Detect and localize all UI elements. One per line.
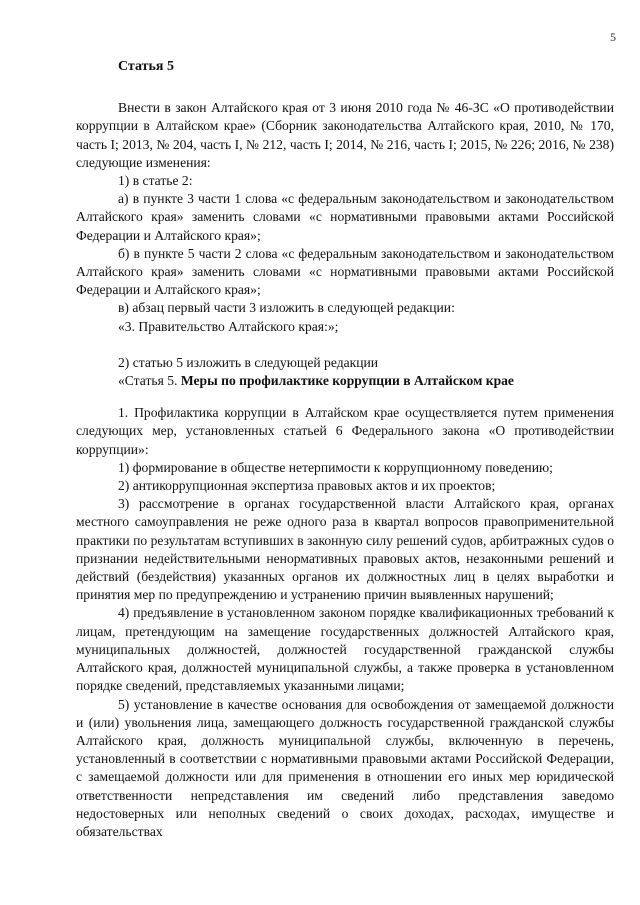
intro-paragraph: Внести в закон Алтайского края от 3 июня 2010 года № 46-ЗС «О противодействии коррупции в Алтайском крае» (Сборник законодательства Алтайского края, 2010, № 170, часть I; 2013, № 204, часть I, № 212, часть I; 2014, № 216, часть I; 2015, № 226; 2016, № 238) следующие изменения:	[76, 100, 614, 170]
amendment-item-1c: в) абзац первый части 3 изложить в следующей редакции:	[118, 300, 455, 316]
amendment-item-1c-quote: «3. Правительство Алтайского края:»;	[118, 318, 339, 334]
paragraph-spacer	[76, 336, 614, 354]
amendment-item-1b: б) в пункте 5 части 2 слова «с федеральным законодательством и законодательством Алтайского края» заменить словами «с нормативными правовыми актами Российской Федерации и Алтайского края»;	[76, 245, 614, 298]
amendment-item-2: 2) статью 5 изложить в следующей редакции	[118, 354, 379, 370]
measure-item: 1) формирование в обществе нетерпимости к коррупционному поведению;	[118, 459, 553, 475]
document-body	[76, 58, 614, 841]
measure-item: 3) рассмотрение в органах государственной власти Алтайского края, органах местного самоуправления не реже одного раза в квартал вопросов правоприменительной практики по результатам вступивших в законную силу решений судов, арбитражных судов о признании недействительными ненормативных правовых актов, незаконными решений и действий (бездействия) указанных органов их должностных лиц в целях выработки и принятия мер по предупреждению и устранению причин выявленных нарушений;	[76, 496, 614, 603]
measure-item: 4) предъявление в установленном законом порядке квалификационных требований к лицам, претендующим на замещение государственных должностей Алтайского края, муниципальных должностей, должностей государственной гражданской службы Алтайского края, должностей муниципальной службы, а также проверка в установленном порядке сведений, представляемых указанными лицами;	[76, 605, 614, 694]
section-1-paragraph: 1. Профилактика коррупции в Алтайском крае осуществляется путем применения следующих мер, установленных статьей 6 Федерального закона «О противодействии коррупции»:	[76, 405, 614, 457]
measure-item: 5) установление в качестве основания для освобождения от замещаемой должности и (или) увольнения лица, замещающего должность государственной гражданской службы Алтайского края, должность муниципальной службы, включенную в перечень, установленный в соответствии с нормативными правовыми актами Российской Федерации, с замещаемой должности или для применения в отношении его иных мер юридической ответственности непредставления им сведений либо представления заведомо недостоверных или неполных сведений о своих доходах, расходах, имуществе и обязательствах	[76, 696, 614, 839]
article-title: Статья 5	[118, 59, 174, 74]
paragraph-spacer	[76, 390, 614, 404]
new-article-heading	[76, 372, 614, 390]
measure-item: 2) антикоррупционная экспертиза правовых актов и их проектов;	[118, 478, 496, 494]
amendment-item-1: 1) в статье 2:	[118, 173, 193, 189]
new-article-prefix: «Статья 5.	[118, 373, 178, 389]
page-number: 5	[610, 30, 616, 44]
amendment-item-1a: а) в пункте 3 части 1 слова «с федеральным законодательством и законодательством Алтайского края» заменить словами «с нормативными правовыми актами Российской Федерации и Алтайского края»;	[76, 191, 614, 243]
new-article-title: Меры по профилактике коррупции в Алтайском крае	[180, 373, 514, 389]
